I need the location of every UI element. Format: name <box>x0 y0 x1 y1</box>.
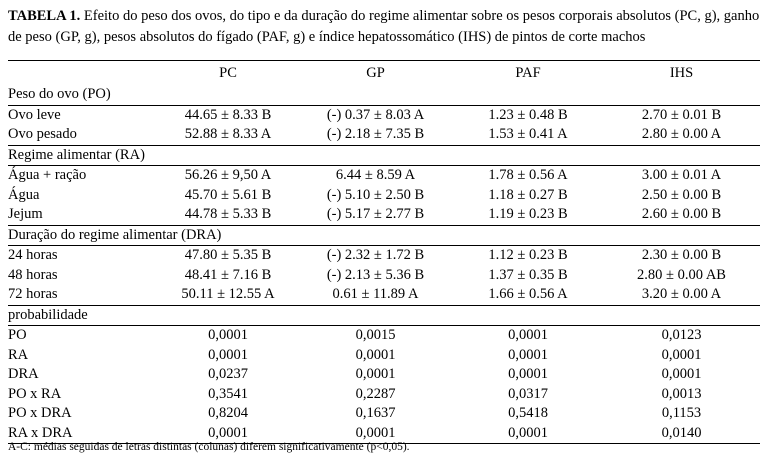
row-label: Ovo leve <box>8 106 61 123</box>
table-row <box>8 385 760 405</box>
section-title: Peso do ovo (PO) <box>8 85 760 105</box>
row-label: RA <box>8 346 29 363</box>
cell-pc: 44.78 ± 5.33 B <box>158 205 298 225</box>
cell-ihs: 0,0140 <box>603 424 760 444</box>
cell-gp: 0.61 ± 11.89 A <box>298 285 453 305</box>
table-row <box>8 105 760 125</box>
cell-gp: 0,0015 <box>355 327 396 343</box>
row-label: PO x DRA <box>8 405 72 421</box>
cell-gp: 0,0001 <box>355 366 396 382</box>
cell-gp: (-) 5.10 ± 2.50 B <box>326 186 425 203</box>
section-title: probabilidade <box>8 305 760 326</box>
table-caption-label: TABELA 1. <box>8 8 81 24</box>
section-row-dra <box>8 225 760 246</box>
header-cell-pc: PC <box>158 61 298 86</box>
cell-ihs: 2.80 ± 0.00 AB <box>637 266 726 283</box>
row-label: PO <box>8 327 27 343</box>
cell-ihs: 0,1153 <box>661 405 702 421</box>
cell-paf: 1.12 ± 0.23 B <box>488 247 568 263</box>
cell-gp: (-) 2.32 ± 1.72 B <box>326 247 425 263</box>
section-row-po <box>8 85 760 105</box>
cell-paf: 0,0001 <box>453 424 603 444</box>
table-row <box>8 246 760 266</box>
header-cell-empty <box>8 61 158 86</box>
cell-ihs: 2.80 ± 0.00 A <box>603 125 760 145</box>
cell-pc: 50.11 ± 12.55 A <box>158 285 298 305</box>
row-label: Ovo pesado <box>8 125 158 145</box>
row-label: Jejum <box>8 205 158 225</box>
cell-paf: 1.53 ± 0.41 A <box>453 125 603 145</box>
row-label: RA x DRA <box>8 424 158 444</box>
row-label: 72 horas <box>8 285 158 305</box>
section-title: Duração do regime alimentar (DRA) <box>8 225 760 246</box>
cell-gp: 0,2287 <box>355 385 396 402</box>
table-footnote: A-C: médias seguidas de letras distintas (colunas) diferem significativamente (p<0,05). <box>8 441 410 453</box>
cell-pc: 0,0237 <box>208 366 248 382</box>
cell-paf: 1.23 ± 0.48 B <box>488 106 568 123</box>
cell-paf: 1.19 ± 0.23 B <box>453 205 603 225</box>
cell-pc: 0,0001 <box>158 424 298 444</box>
cell-ihs: 0,0001 <box>661 366 702 382</box>
cell-gp: 0,0001 <box>355 346 396 363</box>
cell-pc: 48.41 ± 7.16 B <box>184 266 272 283</box>
table-caption-text: Efeito do peso dos ovos, do tipo e da duração do regime alimentar sobre os pesos corporais absolutos (PC, g), ganho de peso (GP, g), pesos absolutos do fígado (PAF, g) e índice hepatossomático (IHS) de pintos de corte machos <box>8 8 760 45</box>
cell-ihs: 3.20 ± 0.00 A <box>603 285 760 305</box>
row-label: DRA <box>8 366 39 382</box>
table-row <box>8 404 760 424</box>
cell-paf: 0,0001 <box>508 327 548 343</box>
cell-pc: 0,8204 <box>208 405 248 421</box>
cell-ihs: 0,0123 <box>661 327 702 343</box>
header-cell-ihs: IHS <box>603 61 760 86</box>
cell-ihs: 2.50 ± 0.00 B <box>641 186 722 203</box>
cell-pc: 56.26 ± 9,50 A <box>184 167 272 183</box>
cell-ihs: 2.70 ± 0.01 B <box>641 106 722 123</box>
table-caption <box>8 6 760 48</box>
cell-pc: 0,3541 <box>208 385 248 402</box>
cell-pc: 47.80 ± 5.35 B <box>184 247 272 263</box>
table-row <box>8 326 760 346</box>
cell-paf: 0,0001 <box>508 346 548 363</box>
cell-pc: 52.88 ± 8.33 A <box>158 125 298 145</box>
cell-pc: 0,0001 <box>208 327 248 343</box>
row-label: 48 horas <box>8 266 58 283</box>
cell-paf: 0,0001 <box>508 366 548 382</box>
cell-paf: 1.37 ± 0.35 B <box>488 266 568 283</box>
cell-paf: 1.18 ± 0.27 B <box>488 186 568 203</box>
section-row-ra <box>8 145 760 166</box>
cell-gp: (-) 2.13 ± 5.36 B <box>326 266 425 283</box>
section-title: Regime alimentar (RA) <box>8 145 760 166</box>
cell-gp: (-) 2.18 ± 7.35 B <box>298 125 453 145</box>
cell-ihs: 2.60 ± 0.00 B <box>603 205 760 225</box>
cell-paf: 0,0317 <box>508 385 548 402</box>
cell-ihs: 0,0001 <box>661 346 702 363</box>
table-row <box>8 205 760 225</box>
cell-gp: 6.44 ± 8.59 A <box>335 167 416 183</box>
cell-gp: (-) 5.17 ± 2.77 B <box>298 205 453 225</box>
cell-gp: (-) 0.37 ± 8.03 A <box>326 106 425 123</box>
cell-pc: 44.65 ± 8.33 B <box>184 106 272 123</box>
cell-paf: 1.78 ± 0.56 A <box>488 167 568 183</box>
row-label: PO x RA <box>8 385 62 402</box>
table-row <box>8 166 760 186</box>
table-row <box>8 186 760 206</box>
header-cell-gp: GP <box>298 61 453 86</box>
section-row-probabilidade <box>8 305 760 326</box>
results-table <box>8 60 760 444</box>
table-row <box>8 125 760 145</box>
cell-gp: 0,0001 <box>298 424 453 444</box>
cell-gp: 0,1637 <box>355 405 396 421</box>
row-label: Água + ração <box>8 167 87 183</box>
cell-paf: 0,5418 <box>508 405 548 421</box>
table-row <box>8 346 760 366</box>
table-row <box>8 266 760 286</box>
table-row <box>8 285 760 305</box>
cell-ihs: 2.30 ± 0.00 B <box>641 247 722 263</box>
row-label: Água <box>8 186 40 203</box>
header-cell-paf: PAF <box>453 61 603 86</box>
table-row <box>8 365 760 385</box>
header-row <box>8 61 760 86</box>
row-label: 24 horas <box>8 247 58 263</box>
cell-pc: 45.70 ± 5.61 B <box>184 186 272 203</box>
cell-ihs: 3.00 ± 0.01 A <box>641 167 722 183</box>
cell-paf: 1.66 ± 0.56 A <box>453 285 603 305</box>
cell-ihs: 0,0013 <box>661 385 702 402</box>
cell-pc: 0,0001 <box>208 346 248 363</box>
